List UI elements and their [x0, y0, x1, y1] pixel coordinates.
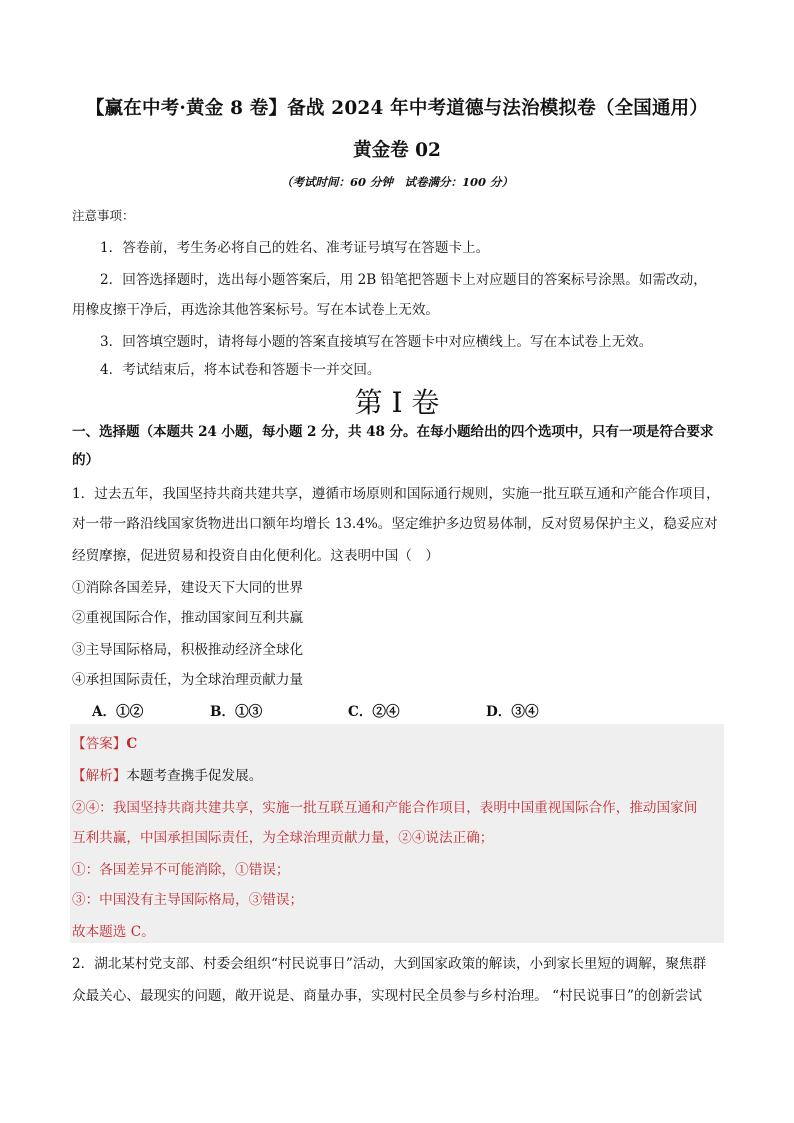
question-1-stem: 1．过去五年，我国坚持共商共建共享，遵循市场原则和国际通行规则，实施一批互联互通和产能合作项目， — [72, 486, 720, 502]
question-1-stem-2: 对一带一路沿线国家货物进出口额年均增长 13.4%。坚定维护多边贸易体制，反对贸易保护主义，稳妥应对 — [72, 516, 718, 532]
analysis-label: 【解析】 — [72, 768, 127, 784]
exam-subtitle: 黄金卷 02 — [353, 140, 441, 161]
question-1-stem-3: 经贸摩擦，促进贸易和投资自由化便利化。这表明中国（ ） — [72, 548, 440, 564]
conclusion: 故本题选 C。 — [72, 924, 155, 940]
note-item-2-cont: 用橡皮擦干净后，再选涂其他答案标号。写在本试卷上无效。 — [72, 302, 440, 318]
statement-3: ③主导国际格局，积极推动经济全球化 — [72, 642, 304, 658]
answer-label: 【答案】 — [72, 736, 127, 752]
explanation-2: ①：各国差异不可能消除，①错误； — [72, 862, 290, 878]
analysis-text: 本题考查携手促发展。 — [126, 768, 263, 784]
note-item-3: 3．回答填空题时，请将每小题的答案直接填写在答题卡中对应横线上。写在本试卷上无效。 — [100, 334, 653, 350]
answer-line — [72, 732, 724, 752]
option-a: A．①② — [92, 704, 144, 720]
question-2-stem-2: 众最关心、最现实的问题，敞开说是、商量办事，实现村民全员参与乡村治理。 “村民说事日”的创新尝试 — [72, 988, 702, 1004]
analysis-line — [72, 764, 724, 784]
question-2-stem: 2．湖北某村党支部、村委会组织“村民说事日”活动，大到国家政策的解读，小到家长里短的调解，聚焦群 — [72, 956, 707, 972]
note-item-4: 4．考试结束后，将本试卷和答题卡一并交回。 — [100, 362, 381, 378]
answer-value: C — [126, 736, 138, 752]
section-instruction-cont: 的） — [72, 452, 100, 468]
explanation-1: ②④：我国坚持共商共建共享，实施一批互联互通和产能合作项目，表明中国重视国际合作，推动国家间 — [72, 800, 698, 816]
notes-heading: 注意事项： — [72, 208, 135, 223]
option-d: D．③④ — [486, 704, 539, 720]
statement-2: ②重视国际合作，推动国家间互利共赢 — [72, 610, 304, 626]
exam-title: 【赢在中考·黄金 8 卷】备战 2024 年中考道德与法治模拟卷（全国通用） — [85, 98, 709, 119]
statement-1: ①消除各国差异，建设天下大同的世界 — [72, 580, 304, 596]
note-item-1: 1．答卷前，考生务必将自己的姓名、准考证号填写在答题卡上。 — [100, 240, 490, 256]
note-item-2: 2．回答选择题时，选出每小题答案后，用 2B 铅笔把答题卡上对应题目的答案标号涂黑。如需改动， — [100, 272, 707, 288]
section-title: 第 I 卷 — [354, 386, 440, 419]
explanation-1-cont: 互利共赢，中国承担国际责任，为全球治理贡献力量，②④说法正确； — [72, 830, 494, 846]
statement-4: ④承担国际责任，为全球治理贡献力量 — [72, 672, 304, 688]
exam-info: （考试时间：60 分钟 试卷满分：100 分） — [280, 175, 513, 189]
option-c: C．②④ — [348, 704, 400, 720]
section-instruction: 一、选择题（本题共 24 小题，每小题 2 分，共 48 分。在每小题给出的四个选项中，只有一项是符合要求 — [72, 424, 714, 440]
option-b: B．①③ — [210, 704, 263, 720]
explanation-3: ③：中国没有主导国际格局，③错误； — [72, 892, 304, 908]
